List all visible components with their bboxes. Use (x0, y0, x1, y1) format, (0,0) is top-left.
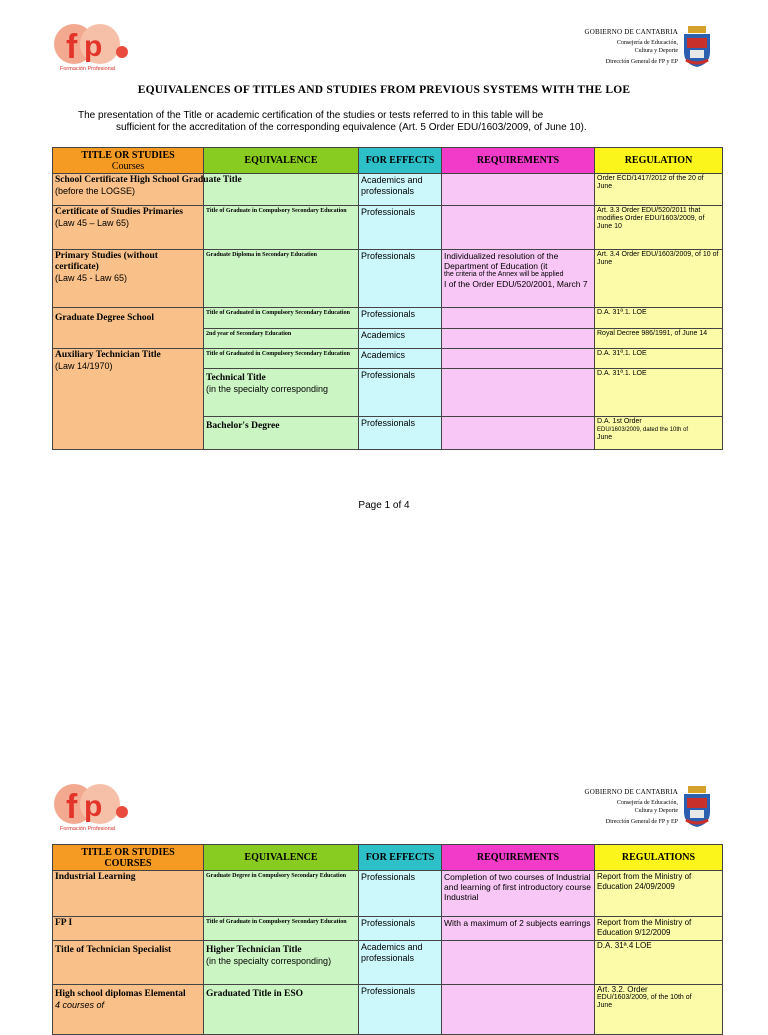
cell-regulation (595, 329, 723, 349)
cell-equivalence (204, 369, 359, 417)
cell-effects: Professionals (359, 917, 442, 941)
equivalence-text: Title of Graduate in Compulsory Secondary Education (206, 919, 347, 925)
header-equivalence: EQUIVALENCE (204, 148, 359, 174)
header-for-effects: FOR EFFECTS (359, 148, 442, 174)
logo-caption: Formación Profesional (60, 826, 116, 832)
cell-title (53, 871, 204, 917)
header-regulations: REGULATIONS (595, 845, 723, 871)
cell-equivalence (204, 349, 359, 369)
cell-equivalence (204, 917, 359, 941)
cell-title (53, 917, 204, 941)
reg-line: D.A. 1st Order (597, 418, 642, 425)
title-text: Auxiliary Technician Title (55, 350, 161, 360)
cell-effects: Professionals (359, 308, 442, 329)
table-row (53, 941, 723, 985)
equivalence-text: Title of Graduated in Compulsory Secondary Education (206, 310, 350, 316)
cell-requirements (442, 349, 595, 369)
cell-title (53, 206, 204, 250)
reg-line: June (597, 434, 613, 441)
cell-regulation (595, 985, 723, 1035)
cell-effects: Academics (359, 349, 442, 369)
cell-regulation: D.A. 31ª.1. LOE (595, 349, 723, 369)
cell-requirements (442, 941, 595, 985)
table-row (53, 871, 723, 917)
title-text: Title of Technician Specialist (55, 945, 172, 955)
cell-requirements (442, 308, 595, 329)
table-row (53, 308, 723, 329)
table-row (53, 206, 723, 250)
equivalence-text: Graduated Title in ESO (206, 989, 304, 999)
req-line: I of the Order EDU/520/2001, March 7 (444, 279, 588, 289)
equivalence-text: Title of Graduated in Compulsory Secondary Education (206, 351, 350, 357)
cell-regulation: D.A. 31ª.4 LOE (595, 941, 723, 985)
header-regulation: REGULATION (595, 148, 723, 174)
cell-equivalence (204, 417, 359, 450)
equivalence-sub: (in the specialty corresponding) (206, 956, 332, 966)
cell-requirements (442, 250, 595, 308)
cell-title (53, 349, 204, 450)
intro-line-1: The presentation of the Title or academic certification of the studies or tests referred to in this table will be (78, 110, 544, 121)
cell-requirements: With a maximum of 2 subjects earrings (442, 917, 595, 941)
cell-requirements: Completion of two courses of Industrial and learning of first introductory course Industrial (442, 871, 595, 917)
header-title-or-studies (53, 148, 204, 174)
equivalence-table-2 (52, 844, 723, 1035)
cantabria-shield-icon (682, 786, 712, 828)
cell-requirements (442, 174, 595, 206)
cell-title (53, 174, 242, 206)
intro-line-2: sufficient for the accreditation of the corresponding equivalence (Art. 5 Order EDU/1603/2009, of June 10). (116, 122, 587, 133)
table-header-row (53, 845, 723, 871)
equivalence-text: Bachelor's Degree (206, 421, 280, 431)
cell-effects: Professionals (359, 250, 442, 308)
cell-regulation: Report from the Ministry of Education 24/09/2009 (595, 871, 723, 917)
table-row (53, 917, 723, 941)
svg-text:f: f (66, 788, 78, 826)
header-label: TITLE OR STUDIES (81, 846, 175, 858)
cell-title (53, 308, 204, 349)
cell-equivalence: 2nd year of Secondary Education (204, 329, 359, 349)
document-title: EQUIVALENCES OF TITLES AND STUDIES FROM PREVIOUS SYSTEMS WITH THE LOE (137, 84, 631, 96)
cantabria-shield-icon (682, 26, 712, 68)
gov-name: GOBIERNO DE CANTABRIA (584, 28, 678, 36)
table-row (53, 349, 723, 369)
title-text: Graduate Degree School (55, 313, 155, 323)
cell-effects: Professionals (359, 206, 442, 250)
government-header (560, 28, 678, 66)
reg-line: EDU/1603/2009, dated the 10th of (597, 427, 689, 433)
page-2 (0, 760, 768, 1024)
cell-regulation: D.A. 31ª.1. LOE (595, 369, 723, 417)
cell-equivalence: Graduate Diploma in Secondary Education (204, 250, 359, 308)
cell-requirements (442, 369, 595, 417)
cell-title (53, 941, 204, 985)
cell-equivalence (204, 985, 359, 1035)
gov-dept: Consejería de Educación, (616, 800, 678, 806)
cell-effects: Academics and professionals (359, 174, 442, 206)
equivalence-text: Title of Graduate in Compulsory Secondary Education (206, 208, 347, 214)
table-row (53, 174, 723, 206)
cell-title (53, 985, 204, 1035)
table-row (53, 985, 723, 1035)
cell-effects: Academics and professionals (359, 941, 442, 985)
svg-text:p: p (84, 790, 103, 823)
equivalence-sub: (in the specialty corresponding (206, 384, 329, 394)
cell-effects: Academics (359, 329, 442, 349)
page-number: Page 1 of 4 (358, 500, 410, 511)
equivalence-text: Technical Title (206, 373, 266, 383)
fp-logo (52, 782, 132, 838)
cell-requirements (442, 417, 595, 450)
table-row (53, 250, 723, 308)
cell-regulation: Art. 3.3 Order EDU/520/2011 that modifies Order EDU/1603/2009, of June 10 (595, 206, 723, 250)
title-sub: 4 courses of (55, 1000, 105, 1010)
fp-logo (52, 22, 132, 78)
cell-regulation (595, 417, 723, 450)
cell-equivalence (204, 308, 359, 329)
gov-name: GOBIERNO DE CANTABRIA (584, 788, 678, 796)
req-line: Individualized resolution of the Department of Education (it (444, 251, 559, 271)
title-sub: (Law 45 - Law 65) (55, 273, 128, 283)
cell-equivalence (204, 206, 359, 250)
cell-equivalence (204, 941, 359, 985)
title-sub: (Law 14/1970) (55, 361, 113, 371)
title-text: Industrial Learning (55, 872, 136, 882)
cell-requirements (442, 206, 595, 250)
header-sublabel: COURSES (104, 857, 152, 869)
reg-line: EDU/1603/2009, of the 10th of (597, 994, 692, 1001)
gov-direction: Dirección General de FP y EP (605, 59, 678, 65)
equivalence-text: Higher Technician Title (206, 945, 302, 955)
equivalence-text: Graduate Degree in Compulsory Secondary Education (206, 873, 347, 879)
cell-title (53, 250, 204, 308)
government-header (560, 788, 678, 826)
title-text: FP I (55, 918, 73, 928)
header-requirements: REQUIREMENTS (442, 845, 595, 871)
cell-effects: Professionals (359, 985, 442, 1035)
header-label: TITLE OR STUDIES (81, 149, 175, 161)
regulation-text: Royal Decree 986/1991, of June 14 (597, 330, 708, 337)
title-sub: (before the LOGSE) (55, 186, 136, 196)
header-requirements: REQUIREMENTS (442, 148, 595, 174)
logo-caption: Formación Profesional (60, 66, 116, 72)
gov-direction: Dirección General de FP y EP (605, 819, 678, 825)
equivalence-table-1 (52, 147, 723, 450)
cell-requirements (442, 985, 595, 1035)
cell-regulation: D.A. 31ª.1. LOE (595, 308, 723, 329)
cell-regulation: Order ECD/1417/2012 of the 20 of June (595, 174, 723, 206)
cell-equivalence (204, 871, 359, 917)
header-equivalence: EQUIVALENCE (204, 845, 359, 871)
title-text: High school diplomas Elemental (55, 989, 186, 999)
gov-dept-2: Cultura y Deporte (634, 808, 678, 814)
title-text: School Certificate High School Graduate Title (55, 175, 242, 185)
cell-requirements (442, 329, 595, 349)
header-for-effects: FOR EFFECTS (359, 845, 442, 871)
svg-text:f: f (66, 28, 78, 66)
req-line: the criteria of the Annex will be applied (444, 271, 564, 278)
cell-effects: Professionals (359, 369, 442, 417)
title-sub: (Law 45 – Law 65) (55, 218, 130, 228)
title-text: Certificate of Studies Primaries (55, 207, 183, 217)
title-text: Primary Studies (without certificate) (55, 251, 158, 272)
cell-effects: Professionals (359, 871, 442, 917)
cell-regulation: Art. 3.4 Order EDU/1603/2009, of 10 of June (595, 250, 723, 308)
header-title-or-studies (53, 845, 204, 871)
gov-dept-2: Cultura y Deporte (634, 48, 678, 54)
svg-text:p: p (84, 30, 103, 63)
cell-regulation: Report from the Ministry of Education 9/12/2009 (595, 917, 723, 941)
header-sublabel: Courses (111, 160, 145, 172)
table-header-row (53, 148, 723, 174)
cell-effects: Professionals (359, 417, 442, 450)
intro-paragraph (78, 110, 698, 134)
reg-line: Art. 3.2. Order (597, 985, 648, 994)
gov-dept: Consejería de Educación, (616, 40, 678, 46)
reg-line: June (597, 1002, 613, 1009)
